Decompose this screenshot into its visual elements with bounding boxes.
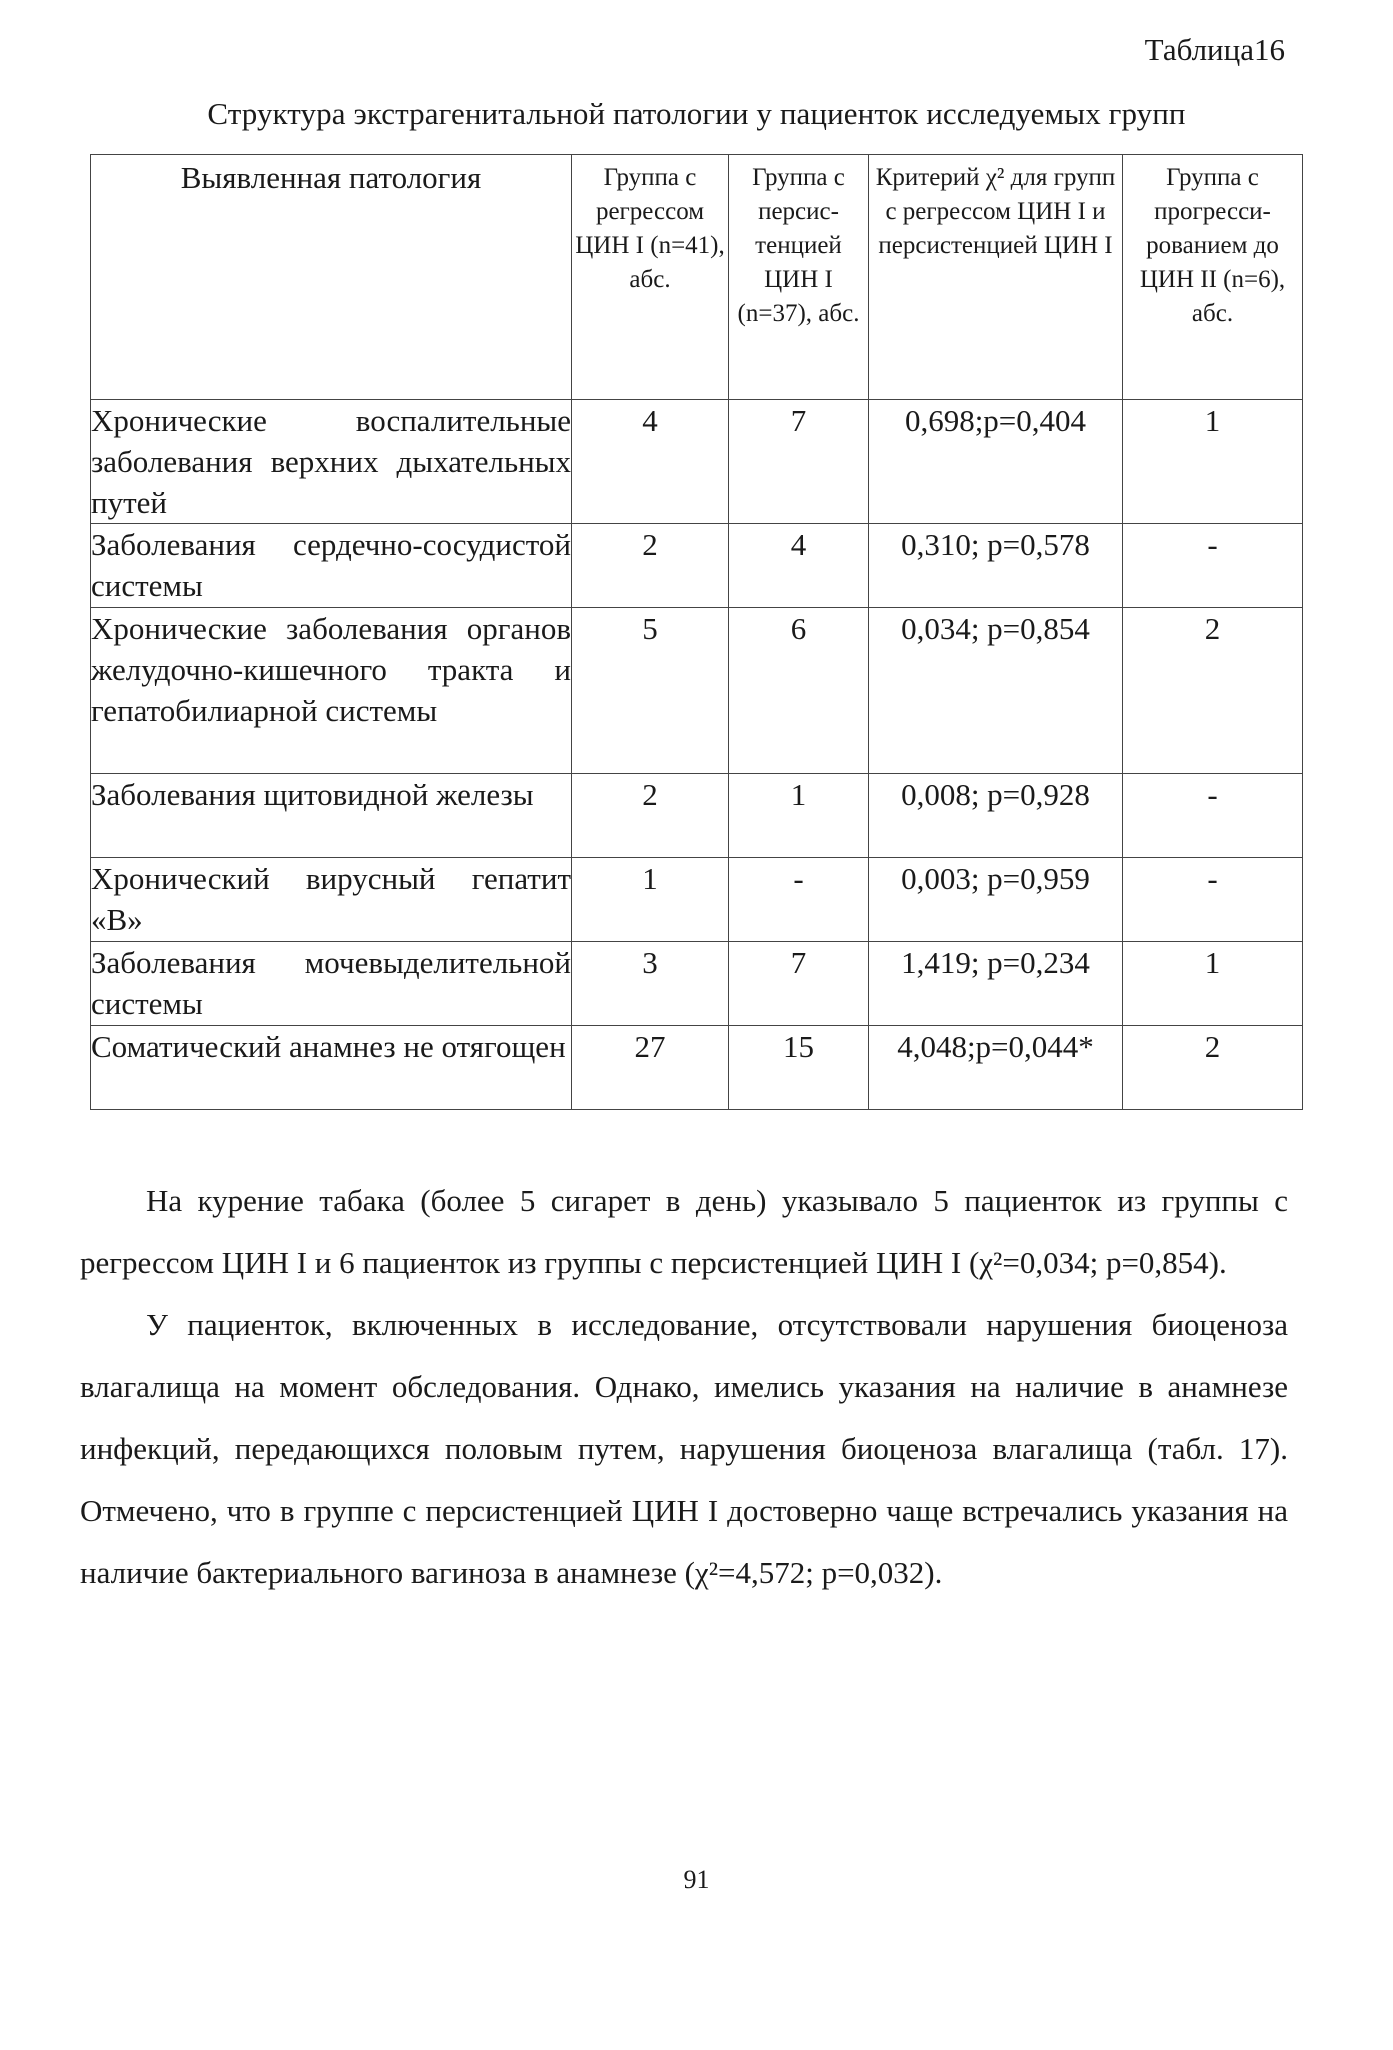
- header-progress-group: Группа с прогресси-рованием до ЦИН II (n=6), абс.: [1123, 155, 1303, 400]
- regress-count: 1: [572, 858, 729, 942]
- header-chi-square: Критерий χ² для групп с регрессом ЦИН I и персистенцией ЦИН I: [869, 155, 1123, 400]
- pathology-cell: Заболевания сердечно-сосудистой системы: [91, 524, 572, 608]
- header-regress-group: Группа с регрессом ЦИН I (n=41), абс.: [572, 155, 729, 400]
- regress-count: 5: [572, 608, 729, 774]
- chi-square-value: 1,419; p=0,234: [869, 942, 1123, 1026]
- regress-count: 4: [572, 400, 729, 524]
- pathology-cell: Заболевания щитовидной железы: [91, 774, 572, 858]
- pathology-cell: Хронические воспалительные заболевания верхних дыхательных путей: [91, 400, 572, 524]
- progress-count: -: [1123, 524, 1303, 608]
- paragraph: У пациенток, включенных в исследование, отсутствовали нарушения биоценоза влагалища на момент обследования. Однако, имелись указания на наличие в анамнезе инфекций, передающихся половым путем, нарушения биоценоза влагалища (табл. 17). Отмечено, что в группе с персистенцией ЦИН I достоверно чаще встречались указания на наличие бактериального вагиноза в анамнезе (χ²=4,572; p=0,032).: [80, 1307, 1288, 1590]
- chi-square-value: 0,310; p=0,578: [869, 524, 1123, 608]
- regress-count: 3: [572, 942, 729, 1026]
- progress-count: -: [1123, 858, 1303, 942]
- persist-count: 7: [729, 400, 869, 524]
- chi-square-value: 0,698;p=0,404: [869, 400, 1123, 524]
- pathology-table: [90, 154, 1303, 1110]
- chi-square-value: 0,034; p=0,854: [869, 608, 1123, 774]
- progress-count: 2: [1123, 608, 1303, 774]
- table-row: [91, 400, 1303, 524]
- pathology-cell: Заболевания мочевыделительной системы: [91, 942, 572, 1026]
- progress-count: 1: [1123, 942, 1303, 1026]
- header-pathology: Выявленная патология: [91, 155, 572, 400]
- pathology-cell: Соматический анамнез не отягощен: [91, 1026, 572, 1110]
- table-row: [91, 524, 1303, 608]
- chi-square-value: 4,048;p=0,044*: [869, 1026, 1123, 1110]
- paragraph: На курение табака (более 5 сигарет в день) указывало 5 пациенток из группы с регрессом ЦИН I и 6 пациенток из группы с персистенцией ЦИН I (χ²=0,034; p=0,854).: [80, 1183, 1288, 1280]
- table-row: [91, 858, 1303, 942]
- chi-square-value: 0,003; p=0,959: [869, 858, 1123, 942]
- persist-count: 6: [729, 608, 869, 774]
- persist-count: 7: [729, 942, 869, 1026]
- body-text: [80, 1170, 1288, 1604]
- table-title: Структура экстрагенитальной патологии у пациенток исследуемых групп: [207, 96, 1186, 131]
- progress-count: 1: [1123, 400, 1303, 524]
- persist-count: -: [729, 858, 869, 942]
- regress-count: 2: [572, 774, 729, 858]
- table-row: [91, 1026, 1303, 1110]
- table-row: [91, 608, 1303, 774]
- progress-count: -: [1123, 774, 1303, 858]
- progress-count: 2: [1123, 1026, 1303, 1110]
- table-header-row: [91, 155, 1303, 400]
- table-row: [91, 942, 1303, 1026]
- pathology-cell: Хронический вирусный гепатит «В»: [91, 858, 572, 942]
- pathology-cell: Хронические заболевания органов желудочно-кишечного тракта и гепатобилиарной системы: [91, 608, 572, 774]
- header-persist-group: Группа с персис-тенцией ЦИН I (n=37), абс.: [729, 155, 869, 400]
- regress-count: 2: [572, 524, 729, 608]
- persist-count: 4: [729, 524, 869, 608]
- persist-count: 15: [729, 1026, 869, 1110]
- table-number: Таблица16: [1144, 32, 1285, 67]
- page-number: 91: [683, 1865, 710, 1894]
- regress-count: 27: [572, 1026, 729, 1110]
- chi-square-value: 0,008; p=0,928: [869, 774, 1123, 858]
- persist-count: 1: [729, 774, 869, 858]
- table-row: [91, 774, 1303, 858]
